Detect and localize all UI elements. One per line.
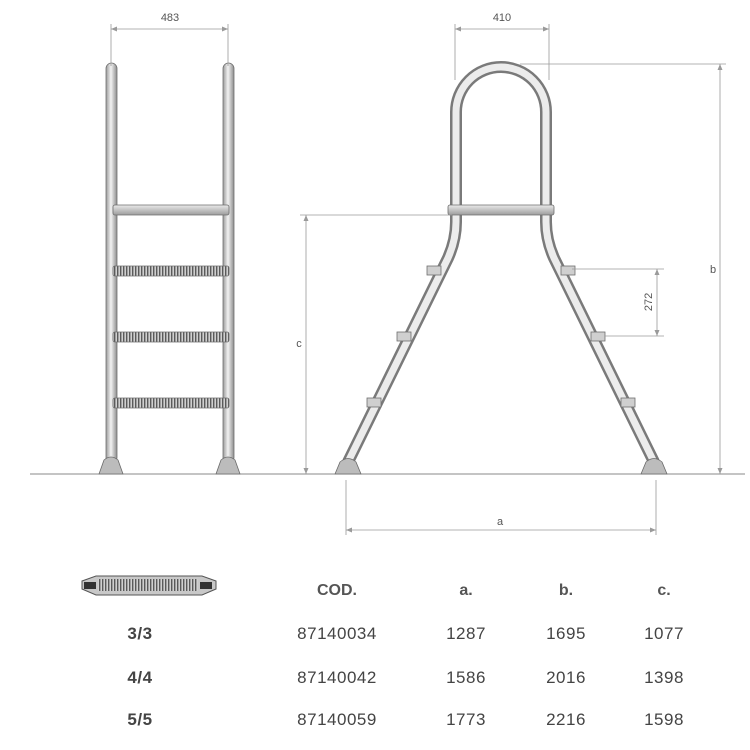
row-b: 2016 bbox=[546, 668, 586, 687]
row-model: 5/5 bbox=[127, 710, 153, 729]
side-bracket bbox=[591, 332, 605, 341]
side-bracket bbox=[427, 266, 441, 275]
dim-label-b: b bbox=[709, 264, 717, 276]
row-model: 4/4 bbox=[127, 668, 153, 687]
row-cod: 87140042 bbox=[297, 668, 377, 687]
spec-table bbox=[0, 560, 750, 750]
dim-step-spacing: 272 bbox=[643, 292, 655, 312]
row-b: 1695 bbox=[546, 624, 586, 643]
front-step-1 bbox=[113, 205, 229, 215]
side-bracket bbox=[621, 398, 635, 407]
row-b: 2216 bbox=[546, 710, 586, 729]
row-a: 1287 bbox=[446, 624, 486, 643]
dim-label-a: a bbox=[496, 516, 504, 528]
side-bracket bbox=[397, 332, 411, 341]
dim-label-c: c bbox=[296, 338, 302, 350]
header-b: b. bbox=[558, 582, 574, 599]
row-c: 1398 bbox=[644, 668, 684, 687]
row-cod: 87140059 bbox=[297, 710, 377, 729]
row-a: 1586 bbox=[446, 668, 486, 687]
row-a: 1773 bbox=[446, 710, 486, 729]
dim-side-width: 410 bbox=[492, 12, 512, 24]
side-bracket bbox=[367, 398, 381, 407]
step-thumbnail-icon bbox=[78, 573, 218, 599]
front-step-2 bbox=[113, 266, 229, 276]
front-step-4 bbox=[113, 398, 229, 408]
front-left-foot bbox=[99, 457, 123, 474]
front-right-foot bbox=[216, 457, 240, 474]
side-left-foot bbox=[335, 459, 361, 475]
side-top-step bbox=[448, 205, 554, 215]
row-c: 1598 bbox=[644, 710, 684, 729]
front-step-3 bbox=[113, 332, 229, 342]
side-right-foot bbox=[641, 459, 667, 475]
row-model: 3/3 bbox=[127, 624, 153, 643]
dim-front-width: 483 bbox=[160, 12, 180, 24]
row-cod: 87140034 bbox=[297, 624, 377, 643]
side-bracket bbox=[561, 266, 575, 275]
header-cod: COD. bbox=[317, 582, 357, 599]
row-c: 1077 bbox=[644, 624, 684, 643]
header-a: a. bbox=[459, 582, 473, 599]
header-c: c. bbox=[657, 582, 671, 599]
front-view bbox=[99, 12, 240, 474]
side-handrail-arch bbox=[456, 67, 546, 209]
side-view bbox=[296, 12, 726, 535]
